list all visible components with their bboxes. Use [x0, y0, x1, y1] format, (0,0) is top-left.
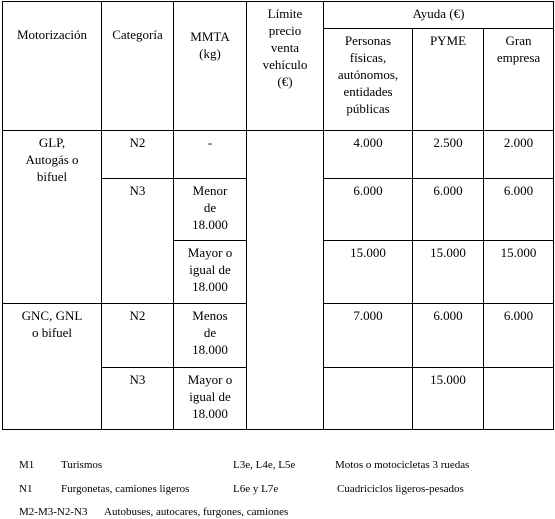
gran-cell: 6.000: [484, 179, 554, 241]
personas-cell: [324, 368, 413, 430]
categoria-cell: N3: [102, 179, 174, 304]
header-personas: Personas físicas, autónomos, entidades públicas: [324, 29, 413, 131]
mmta-cell: Mayor o igual de 18.000: [174, 368, 247, 430]
pyme-cell: 6.000: [413, 304, 484, 368]
header-categoria: Categoría: [102, 2, 174, 131]
aid-table: [2, 1, 554, 430]
categoria-cell: N2: [102, 131, 174, 179]
categoria-cell: N2: [102, 304, 174, 368]
mmta-cell: Mayor o igual de 18.000: [174, 241, 247, 304]
categoria-cell: N3: [102, 368, 174, 430]
header-motorizacion: Motorización: [3, 2, 102, 131]
personas-cell: 15.000: [324, 241, 413, 304]
personas-cell: 7.000: [324, 304, 413, 368]
legend-code-l3e: L3e, L4e, L5e: [233, 459, 296, 471]
gran-cell: 15.000: [484, 241, 554, 304]
legend-desc-m1: Turismos: [61, 459, 103, 471]
header-gran-empresa: Gran empresa: [484, 29, 554, 131]
pyme-cell: 15.000: [413, 368, 484, 430]
legend-code-l6e: L6e y L7e: [233, 483, 279, 495]
gran-cell: 2.000: [484, 131, 554, 179]
gran-cell: 6.000: [484, 304, 554, 368]
legend-desc-l3e: Motos o motocicletas 3 ruedas: [335, 459, 470, 471]
header-ayuda: Ayuda (€): [324, 2, 554, 29]
legend-code-m2m3n2n3: M2-M3-N2-N3: [19, 506, 88, 518]
motorizacion-cell: GNC, GNL o bifuel: [3, 304, 102, 430]
pyme-cell: 6.000: [413, 179, 484, 241]
mmta-cell: -: [174, 131, 247, 179]
header-mmta: MMTA (kg): [174, 2, 247, 131]
mmta-cell: Menor de 18.000: [174, 179, 247, 241]
header-pyme: PYME: [413, 29, 484, 131]
personas-cell: 4.000: [324, 131, 413, 179]
header-limite-precio: Límite precio venta vehículo (€): [247, 2, 324, 131]
legend-code-m1: M1: [19, 459, 35, 471]
personas-cell: 6.000: [324, 179, 413, 241]
pyme-cell: 15.000: [413, 241, 484, 304]
mmta-cell: Menos de 18.000: [174, 304, 247, 368]
limite-cell: [247, 131, 324, 430]
legend-desc-m2m3n2n3: Autobuses, autocares, furgones, camiones: [104, 506, 289, 518]
legend-code-n1: N1: [19, 483, 33, 495]
pyme-cell: 2.500: [413, 131, 484, 179]
legend-desc-l6e: Cuadriciclos ligeros-pesados: [337, 483, 464, 495]
motorizacion-cell: GLP, Autogás o bifuel: [3, 131, 102, 304]
table-row: [3, 131, 554, 179]
gran-cell: [484, 368, 554, 430]
legend-desc-n1: Furgonetas, camiones ligeros: [61, 483, 190, 495]
